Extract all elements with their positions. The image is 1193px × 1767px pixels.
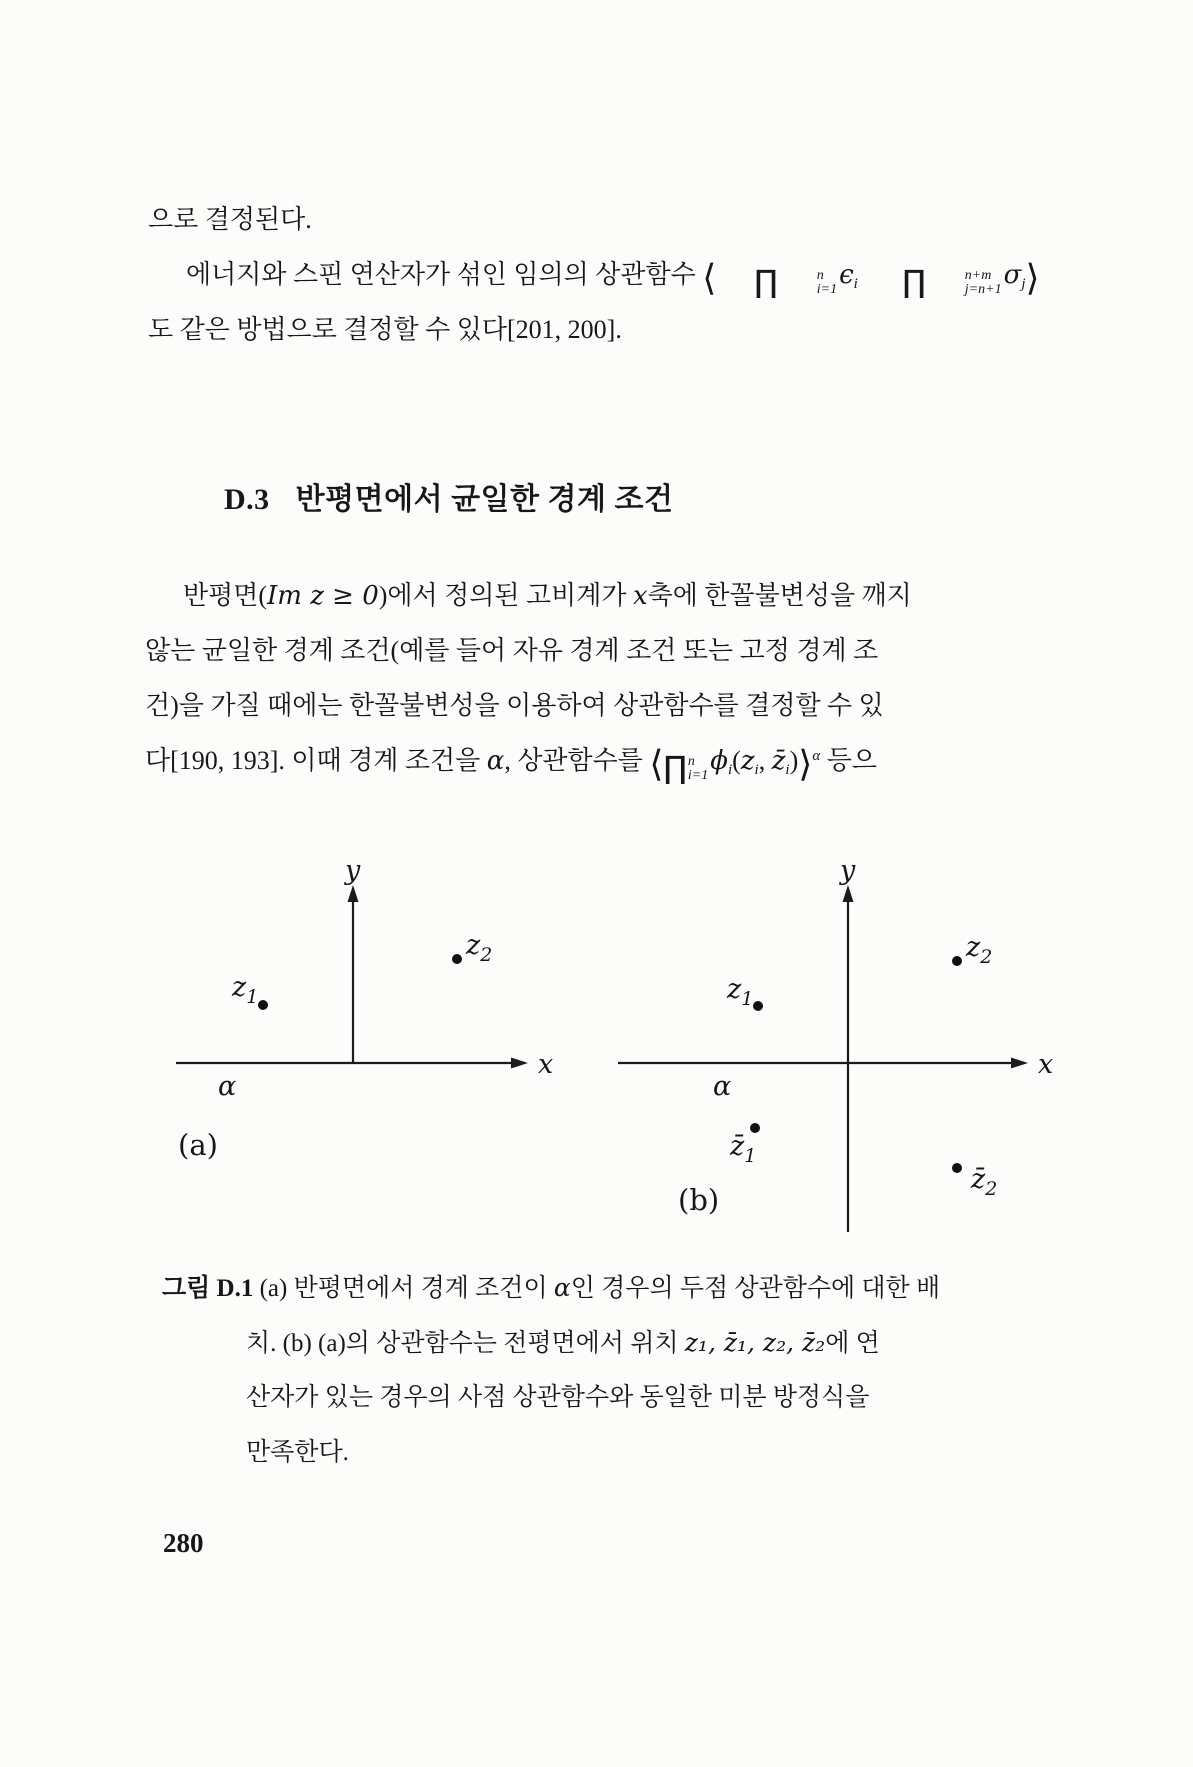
sigma-factor: σ [1003,260,1022,290]
angle-open: ⟨ [702,258,717,299]
panel-b-label: (b) [678,1183,720,1217]
paren-close: ) [789,746,799,775]
product-symbol: ∏ [754,264,778,300]
intro-line-3 [148,302,1028,357]
body-text: )에서 정의된 고비계가 [378,581,633,610]
body-text: 다[190, 193]. 이때 경계 조건을 [145,746,487,775]
point-z1-label: $z_1$ [232,972,259,1008]
point-zbar2-label: $z̄_2$ [971,1164,998,1200]
point-z1 [753,1001,763,1011]
point-z2 [452,954,462,964]
product-operator [663,750,710,786]
product-upper-limit: n [687,753,695,769]
product-lower-limit: j=n+1 [964,281,1002,297]
body-text: 않는 균일한 경계 조건(예를 들어 자유 경계 조건 또는 고정 경계 조 [145,636,879,665]
point-zbar2 [952,1163,962,1173]
caption-text: 만족한다. [246,1439,349,1466]
point-z2 [952,956,962,966]
body-line-3 [145,678,1025,733]
figure-number: 그림 D.1 [162,1275,254,1302]
product-upper-limit: n [816,267,824,283]
body-text: 등으 [820,746,877,775]
point-z2-label: $z_2$ [966,932,993,968]
figure-caption [162,1260,941,1480]
intro-paragraph [148,192,1040,357]
x-axis-label: x [1038,1049,1054,1080]
product-symbol: ∏ [663,750,687,786]
mixed-correlator-formula [702,258,1040,300]
caption-line-4 [246,1425,922,1480]
angle-open: ⟨ [649,744,664,785]
body-text: 반평면( [183,581,268,610]
z-positions: z₁, z̄₁, z₂, z̄₂ [684,1328,826,1357]
intro-line-1-text: 으로 결정된다. [148,205,312,234]
section-heading [192,440,673,552]
x-variable: x [632,581,648,611]
body-line-2 [145,623,1025,678]
y-axis-label: y [840,855,856,886]
panel-a-label: (a) [178,1128,218,1162]
body-line-4 [145,733,1025,788]
angle-close: ⟩ [1025,258,1040,299]
intro-line-3-text: 도 같은 방법으로 결정할 수 있다[201, 200]. [148,315,622,344]
boundary-alpha-label: α [713,1071,732,1102]
product-upper-limit: n+m [964,267,992,283]
point-z2-label: $z_2$ [466,930,493,966]
caption-text: 에 연 [825,1330,880,1357]
z-index: i [754,762,759,778]
caption-line-2 [246,1315,922,1370]
diagram-b [590,855,1080,1255]
alpha-symbol: α [486,746,505,776]
body-line-1 [145,568,1025,623]
paren-open: ( [732,746,741,775]
intro-line-2 [148,247,1040,302]
body-text: 축에 한꼴불변성을 깨지 [647,581,912,610]
sigma-index: j [1021,276,1026,292]
y-axis-arrowhead [843,885,854,902]
caption-text: 치. (b) (a)의 상관함수는 전평면에서 위치 [246,1330,685,1357]
x-axis-label: x [538,1049,554,1080]
epsilon-index: i [853,276,858,292]
page-number: 280 [163,1528,204,1558]
boundary-alpha-label: α [218,1071,237,1102]
product-symbol: ∏ [902,264,926,300]
intro-line-1 [148,192,1028,247]
boundary-correlator-formula [649,744,821,786]
body-text: 건)을 가질 때에는 한꼴불변성을 이용하여 상관함수를 결정할 수 있 [145,691,884,720]
z-variable: z [740,746,755,776]
alpha-symbol: α [553,1273,571,1302]
product-operator [716,264,839,300]
point-zbar1 [750,1123,760,1133]
caption-line-3 [246,1370,922,1425]
phi-operator: ϕ [710,746,728,776]
product-operator [864,264,1003,300]
body-text: , 상관함수를 [504,746,650,775]
point-zbar1-label: $z̄_1$ [730,1131,757,1167]
x-axis-arrowhead [511,1058,528,1069]
caption-text: (a) 반평면에서 경계 조건이 [259,1275,554,1302]
section-number: D.3 [224,483,270,516]
angle-close: ⟩ [798,744,813,785]
alpha-superscript: α [812,748,821,764]
zbar-index: i [785,762,790,778]
comma: , [758,746,772,775]
x-axis-arrowhead [1011,1058,1028,1069]
epsilon-factor: ϵ [839,260,854,290]
body-paragraph [145,568,1025,788]
section-title: 반평면에서 균일한 경계 조건 [295,483,674,516]
point-z1-label: $z_1$ [727,974,754,1010]
y-axis-arrowhead [348,885,359,902]
intro-line-2-text: 에너지와 스핀 연산자가 섞인 임의의 상관함수 [186,260,703,289]
phi-index: i [728,762,733,778]
product-lower-limit: i=1 [816,281,838,297]
diagram-a [160,855,590,1175]
caption-line-1 [162,1260,941,1315]
im-z-condition: Im z ≥ 0 [267,581,379,611]
caption-text: 인 경우의 두점 상관함수에 대한 배 [570,1275,941,1302]
caption-text: 산자가 있는 경우의 사점 상관함수와 동일한 미분 방정식을 [246,1384,870,1411]
y-axis-label: y [345,855,361,886]
product-lower-limit: i=1 [687,767,709,783]
zbar-variable: z̄ [771,746,786,776]
point-z1 [258,1000,268,1010]
